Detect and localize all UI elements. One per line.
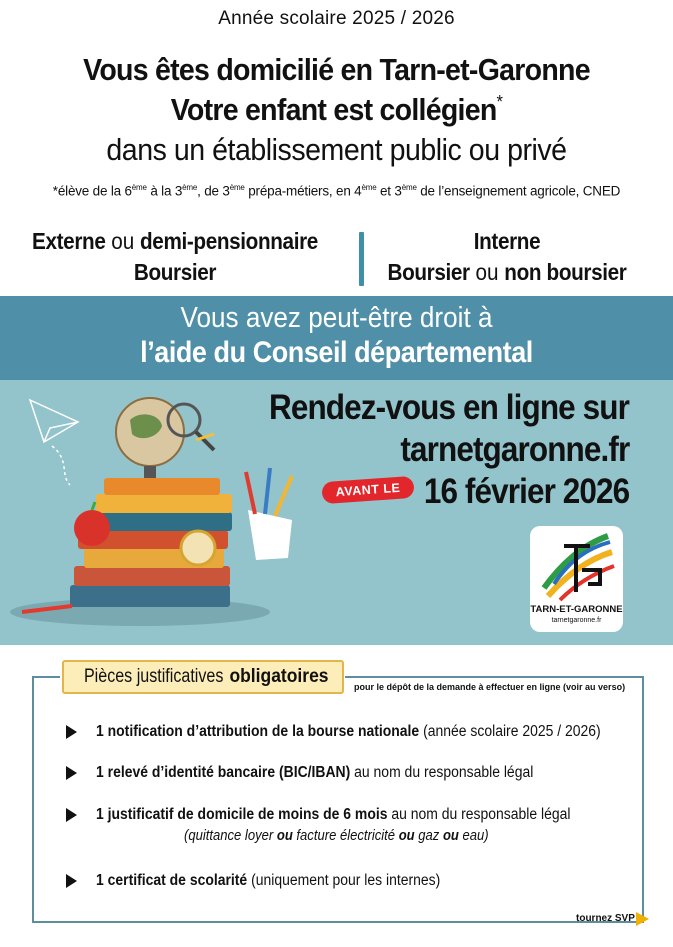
next-page-arrow-icon[interactable]: [636, 912, 649, 926]
headline-etablissement: dans un établissement public ou privé: [106, 132, 567, 167]
asterisk: *: [496, 92, 503, 112]
pencil-icon: [275, 476, 292, 516]
note-k: de l’enseignement agricole, CNED: [416, 183, 621, 199]
headline-collegien: [27, 92, 646, 128]
item-bold: 1 relevé d’identité bancaire (BIC/IBAN): [96, 764, 351, 781]
triangle-bullet-icon: [66, 766, 77, 780]
note-sup: ème: [229, 183, 245, 192]
cta-website[interactable]: tarnetgaronne.fr: [400, 430, 629, 469]
item-bold: 1 justificatif de domicile de moins de 6 mois: [96, 806, 388, 823]
triangle-bullet-icon: [66, 808, 77, 822]
note-i: et 3: [376, 183, 402, 199]
pencil-cup-icon: [248, 510, 292, 560]
ou-label: ou: [105, 228, 141, 254]
cta-rendez-vous: Rendez-vous en ligne sur: [269, 388, 629, 427]
pieces-obligatoires: obligatoires: [229, 666, 329, 687]
column-interne: [359, 226, 656, 288]
column-externe: [27, 226, 324, 288]
tarn-et-garonne-logo-icon: [530, 526, 623, 606]
item-rest: (année scolaire 2025 / 2026): [419, 723, 601, 740]
depot-note: pour le dépôt de la demande à effectuer en ligne (voir au verso): [354, 682, 626, 692]
boursier-label: Boursier: [387, 259, 470, 285]
tournez-svp-label: tournez SVP: [576, 913, 635, 924]
avant-le-badge: AVANT LE: [321, 476, 414, 504]
sub-text: gaz: [414, 828, 443, 844]
globe-stand: [144, 466, 156, 478]
paper-plane-icon: [30, 400, 78, 485]
alarm-clock-icon: [181, 531, 215, 565]
item-rest: (uniquement pour les internes): [247, 872, 441, 889]
non-boursier-label: non boursier: [504, 259, 627, 285]
book-icon: [96, 494, 232, 513]
sub-text: (quittance loyer: [184, 828, 277, 844]
note-sup: ème: [131, 183, 147, 192]
sub-ou: ou: [276, 828, 293, 844]
ou-label: ou: [469, 259, 505, 285]
note-sup: ème: [401, 183, 417, 192]
pieces-box-border: [345, 676, 642, 678]
demi-pensionnaire-label: demi-pensionnaire: [140, 228, 318, 254]
apple-stem: [92, 502, 95, 510]
note-sup: ème: [182, 183, 198, 192]
domicile-examples: [184, 828, 489, 844]
item-rest: au nom du responsable légal: [387, 806, 571, 823]
apple-icon: [74, 510, 110, 546]
externe-label: Externe: [32, 228, 106, 254]
note-sup: ème: [361, 183, 377, 192]
footnote-eleve: [0, 183, 673, 199]
headline-collegien-text: Votre enfant est collégien: [170, 92, 497, 127]
book-icon: [74, 566, 230, 586]
logo-url: tarnetgaronne.fr: [551, 617, 602, 624]
pieces-title: Pièces justificatives: [83, 666, 224, 687]
book-icon: [70, 585, 230, 607]
school-year: Année scolaire 2025 / 2026: [218, 8, 455, 29]
item-bold: 1 certificat de scolarité: [96, 872, 248, 889]
interne-label: Interne: [473, 228, 541, 254]
triangle-bullet-icon: [66, 874, 77, 888]
pencil-icon: [265, 468, 270, 514]
headline-domicile: Vous êtes domicilié en Tarn-et-Garonne: [83, 52, 590, 87]
book-icon: [104, 478, 220, 495]
band-line-1: Vous avez peut-être droit à: [180, 302, 493, 334]
sub-ou: ou: [398, 828, 415, 844]
sub-text: eau): [458, 828, 489, 844]
note-g: prépa-métiers, en 4: [244, 183, 362, 199]
book-icon: [92, 512, 232, 531]
item-bold: 1 notification d’attribution de la bourse nationale: [96, 723, 420, 740]
item-rest: au nom du responsable légal: [350, 764, 534, 781]
triangle-bullet-icon: [66, 725, 77, 739]
cta-deadline-date: 16 février 2026: [423, 472, 629, 511]
sub-text: facture électricité: [292, 828, 399, 844]
boursier-label: Boursier: [133, 259, 217, 285]
pencil-icon: [246, 472, 255, 514]
pieces-title-tab: [62, 660, 344, 694]
note-c: à la 3: [146, 183, 183, 199]
sub-ou: ou: [442, 828, 459, 844]
note-a: *élève de la 6: [52, 183, 132, 199]
note-e: , de 3: [197, 183, 230, 199]
pieces-box-border: [32, 676, 60, 678]
logo-name: TARN-ET-GARONNE: [530, 604, 623, 615]
band-line-2: l’aide du Conseil départemental: [140, 336, 533, 369]
